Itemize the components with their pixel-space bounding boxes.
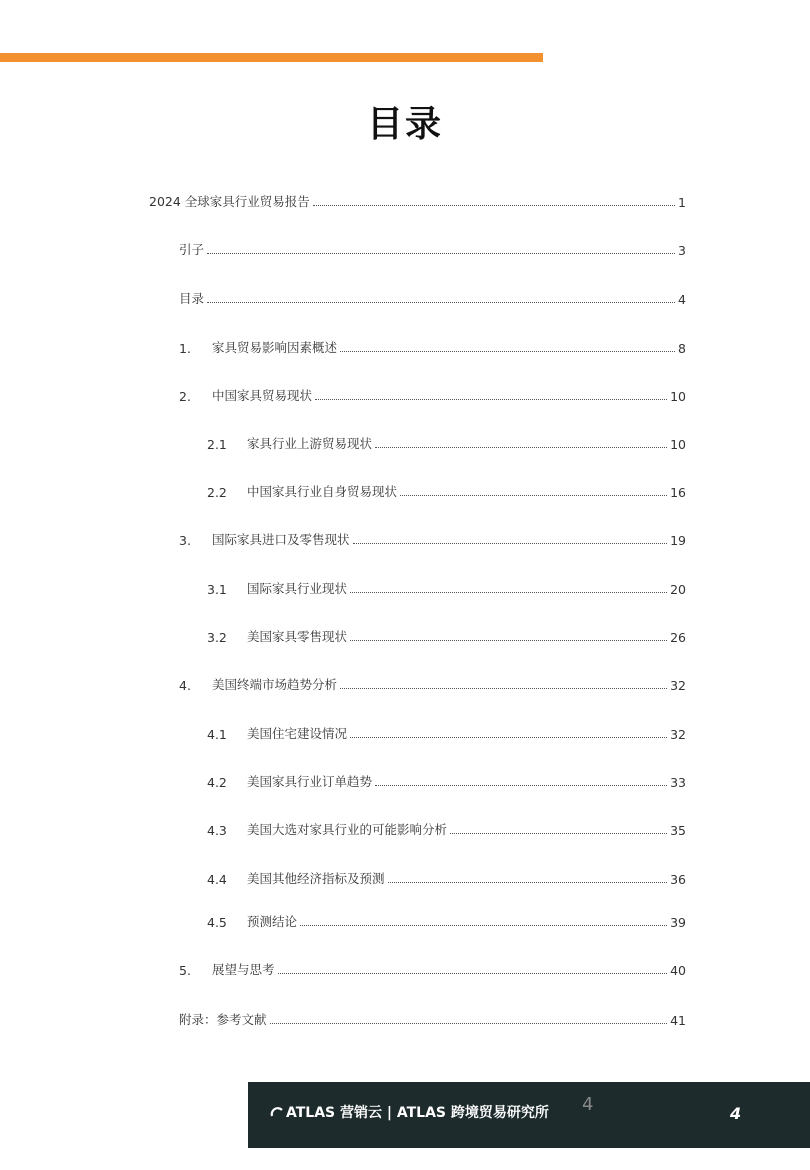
toc-entry-page: 10 — [670, 389, 686, 404]
toc-entry-label: 中国家具行业自身贸易现状 — [247, 484, 398, 499]
toc-dot-leader — [270, 1023, 668, 1024]
toc-entry-number: 4.2 — [207, 775, 227, 790]
toc-dot-leader — [350, 640, 667, 641]
toc-dot-leader — [400, 495, 667, 496]
footer-bar — [248, 1082, 810, 1148]
toc-entry-label: 家具贸易影响因素概述 — [212, 340, 338, 355]
footer-page-mark: 4 — [582, 1094, 594, 1115]
toc-entry[interactable] — [179, 336, 686, 356]
toc-entry-label: 美国其他经济指标及预测 — [247, 871, 385, 886]
toc-entry-page: 35 — [670, 823, 686, 838]
toc-entry-page: 33 — [670, 775, 686, 790]
toc-entry-label: 2024 全球家具行业贸易报告 — [149, 194, 310, 209]
toc-entry-page: 8 — [678, 341, 686, 356]
toc-entry-page: 20 — [670, 582, 686, 597]
footer-brand — [270, 1102, 549, 1122]
toc-entry-number: 4.1 — [207, 727, 227, 742]
toc-dot-leader — [350, 592, 667, 593]
toc-entry-label: 美国住宅建设情况 — [247, 726, 348, 741]
toc-entry[interactable] — [179, 1008, 686, 1028]
toc-entry-label: 国际家具进口及零售现状 — [212, 532, 350, 547]
toc-entry-label: 国际家具行业现状 — [247, 581, 348, 596]
toc-dot-leader — [375, 447, 667, 448]
toc-entry[interactable] — [207, 480, 686, 500]
toc-entry[interactable] — [179, 958, 686, 978]
toc-dot-leader — [375, 785, 667, 786]
toc-dot-leader — [340, 688, 667, 689]
toc-entry-page: 39 — [670, 915, 686, 930]
toc-entry-number: 2.1 — [207, 437, 227, 452]
toc-entry[interactable] — [207, 910, 686, 930]
toc-entry-number: 4.4 — [207, 872, 227, 887]
toc-entry-number: 4.3 — [207, 823, 227, 838]
toc-entry-label: 引子 — [179, 242, 205, 257]
toc-entry-label: 目录 — [179, 291, 205, 306]
footer-brand-text: ATLAS 营销云 | ATLAS 跨境贸易研究所 — [286, 1105, 549, 1121]
toc-entry-label: 美国家具行业订单趋势 — [247, 774, 373, 789]
toc-entry-page: 4 — [678, 292, 686, 307]
toc-entry-number: 4. — [179, 678, 191, 693]
toc-entry-page: 3 — [678, 243, 686, 258]
toc-entry[interactable] — [207, 432, 686, 452]
toc-dot-leader — [388, 882, 668, 883]
toc-entry-page: 26 — [670, 630, 686, 645]
toc-dot-leader — [300, 925, 667, 926]
toc-entry-page: 41 — [670, 1013, 686, 1028]
toc-dot-leader — [353, 543, 668, 544]
footer-page-number: 4 — [730, 1104, 742, 1123]
toc-entry[interactable] — [179, 528, 686, 548]
toc-entry-label: 家具行业上游贸易现状 — [247, 436, 373, 451]
toc-entry-number: 2.2 — [207, 485, 227, 500]
toc-entry[interactable] — [179, 287, 686, 307]
toc-entry-page: 36 — [670, 872, 686, 887]
toc-dot-leader — [340, 351, 675, 352]
toc-entry[interactable] — [207, 867, 686, 887]
page-title: 目录 — [366, 104, 443, 145]
toc-dot-leader — [350, 737, 667, 738]
toc-entry-page: 10 — [670, 437, 686, 452]
toc-entry-label: 预测结论 — [247, 914, 298, 929]
toc-entry-number: 2. — [179, 389, 191, 404]
toc-entry-number: 3. — [179, 533, 191, 548]
toc-entry-number: 3.2 — [207, 630, 227, 645]
toc-entry-page: 40 — [670, 963, 686, 978]
toc-entry-label: 美国家具零售现状 — [247, 629, 348, 644]
toc-entry-label: 附录：参考文献 — [179, 1012, 267, 1027]
toc-entry-number: 4.5 — [207, 915, 227, 930]
toc-entry-page: 19 — [670, 533, 686, 548]
toc-entry-label: 中国家具贸易现状 — [212, 388, 313, 403]
toc-dot-leader — [315, 399, 667, 400]
toc-dot-leader — [450, 833, 667, 834]
toc-entry[interactable] — [179, 238, 686, 258]
toc-entry[interactable] — [207, 722, 686, 742]
atlas-logo-icon — [270, 1105, 284, 1119]
toc-dot-leader — [278, 973, 668, 974]
toc-entry-label: 展望与思考 — [212, 962, 275, 977]
toc-entry-page: 16 — [670, 485, 686, 500]
toc-entry-page: 32 — [670, 727, 686, 742]
toc-entry-label: 美国大选对家具行业的可能影响分析 — [247, 822, 448, 837]
toc-dot-leader — [313, 205, 675, 206]
toc-dot-leader — [207, 302, 675, 303]
toc-entry[interactable] — [207, 625, 686, 645]
toc-dot-leader — [207, 253, 675, 254]
toc-entry[interactable] — [179, 673, 686, 693]
toc-entry-number: 5. — [179, 963, 191, 978]
toc-entry-number: 1. — [179, 341, 191, 356]
toc-entry-page: 32 — [670, 678, 686, 693]
toc-entry-page: 1 — [678, 195, 686, 210]
toc-entry-label: 美国终端市场趋势分析 — [212, 677, 338, 692]
toc-entry[interactable] — [207, 818, 686, 838]
toc-entry[interactable] — [179, 384, 686, 404]
toc-entry[interactable] — [207, 577, 686, 597]
toc-entry[interactable] — [149, 190, 686, 210]
toc-entry-number: 3.1 — [207, 582, 227, 597]
toc-entry[interactable] — [207, 770, 686, 790]
